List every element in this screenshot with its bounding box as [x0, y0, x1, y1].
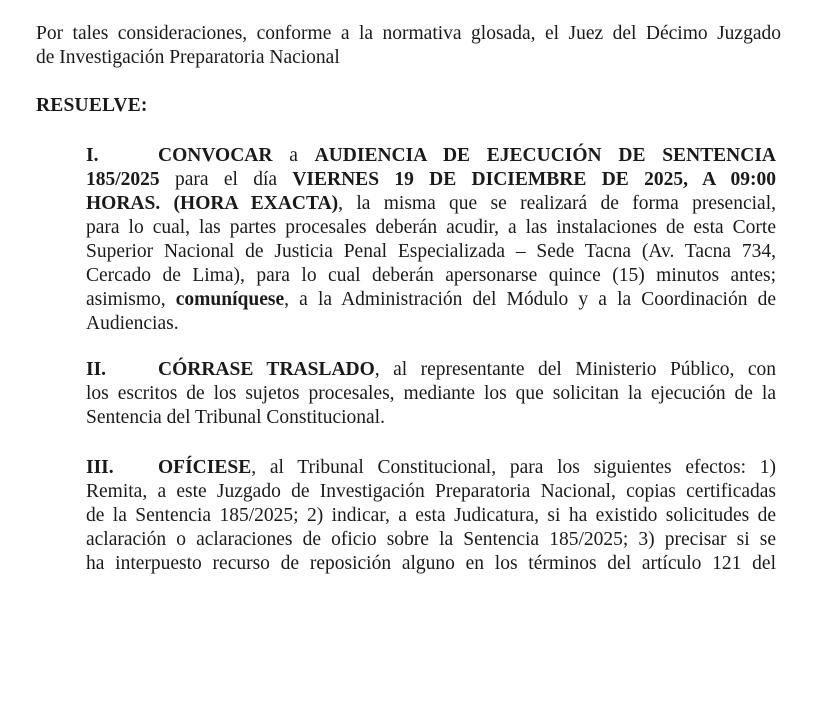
item-2-line-2: los escritos de los sujetos procesales, mediante los que solicitan la ejecución de la	[86, 383, 776, 404]
item-1-line-3	[86, 192, 776, 216]
ofeciese-text: OFÍCIESE	[158, 457, 252, 478]
item-3-line-4: aclaración o aclaraciones de oficio sobre la Sentencia 185/2025; 3) precisar si se	[86, 529, 776, 550]
resuelve-heading: RESUELVE:	[36, 95, 148, 116]
item-3-numeral: III.	[86, 457, 114, 478]
resolution-item-1	[86, 144, 776, 336]
audiencia-hour: HORAS. (HORA EXACTA)	[86, 193, 339, 214]
item-1-text: , a la Administración del Módulo y a la Coordinación de	[284, 289, 776, 310]
convocar-text: CONVOCAR	[158, 145, 273, 166]
item-1-text: para el día	[159, 169, 293, 190]
item-3-line-5: ha interpuesto recurso de reposición alguno en los términos del artículo 121 del	[86, 553, 776, 574]
item-2-line-3: Sentencia del Tribunal Constitucional.	[86, 407, 385, 428]
intro-paragraph	[36, 22, 781, 70]
correrse-traslado-text: CÓRRASE TRASLADO	[158, 359, 375, 380]
resolution-item-2	[86, 358, 776, 430]
item-1-text: asimismo,	[86, 289, 176, 310]
item-3-line-3: de la Sentencia 185/2025; 2) indicar, a esta Judicatura, si ha existido solicitudes de	[86, 505, 776, 526]
intro-line-1: Por tales consideraciones, conforme a la normativa glosada, el Juez del Décimo Juzgado	[36, 23, 781, 44]
sentencia-number: 185/2025	[86, 169, 160, 190]
item-1-text: , la misma que se realizará de forma presencial,	[338, 193, 776, 214]
item-3-text: , al Tribunal Constitucional, para los siguientes efectos: 1)	[251, 457, 776, 478]
item-3-line-2: Remita, a este Juzgado de Investigación Preparatoria Nacional, copias certificadas	[86, 481, 776, 502]
item-1-line-8: Audiencias.	[86, 313, 179, 334]
item-2-numeral: II.	[86, 359, 107, 380]
item-1-numeral: I.	[86, 145, 99, 166]
audiencia-text: AUDIENCIA DE EJECUCIÓN DE SENTENCIA	[314, 145, 776, 166]
item-2-text: , al representante del Ministerio Público, con	[374, 359, 776, 380]
intro-line-2: de Investigación Preparatoria Nacional	[36, 47, 340, 68]
item-1-line-2	[86, 168, 776, 192]
item-1-line-7	[86, 288, 776, 312]
item-1-line-5: Superior Nacional de Justicia Penal Especializada – Sede Tacna (Av. Tacna 734,	[86, 241, 776, 262]
item-2-line-1	[86, 358, 776, 382]
item-3-line-1	[86, 456, 776, 480]
item-1-text: a	[272, 145, 315, 166]
item-1-line-4: para lo cual, las partes procesales deberán acudir, a las instalaciones de esta Corte	[86, 217, 776, 238]
item-1-line-1	[86, 144, 776, 168]
resolution-item-3	[86, 456, 776, 576]
audiencia-date: VIERNES 19 DE DICIEMBRE DE 2025, A 09:00	[292, 169, 776, 190]
item-1-line-6: Cercado de Lima), para lo cual deberán apersonarse quince (15) minutos antes;	[86, 265, 776, 286]
comuniquese-text: comuníquese	[175, 289, 285, 310]
